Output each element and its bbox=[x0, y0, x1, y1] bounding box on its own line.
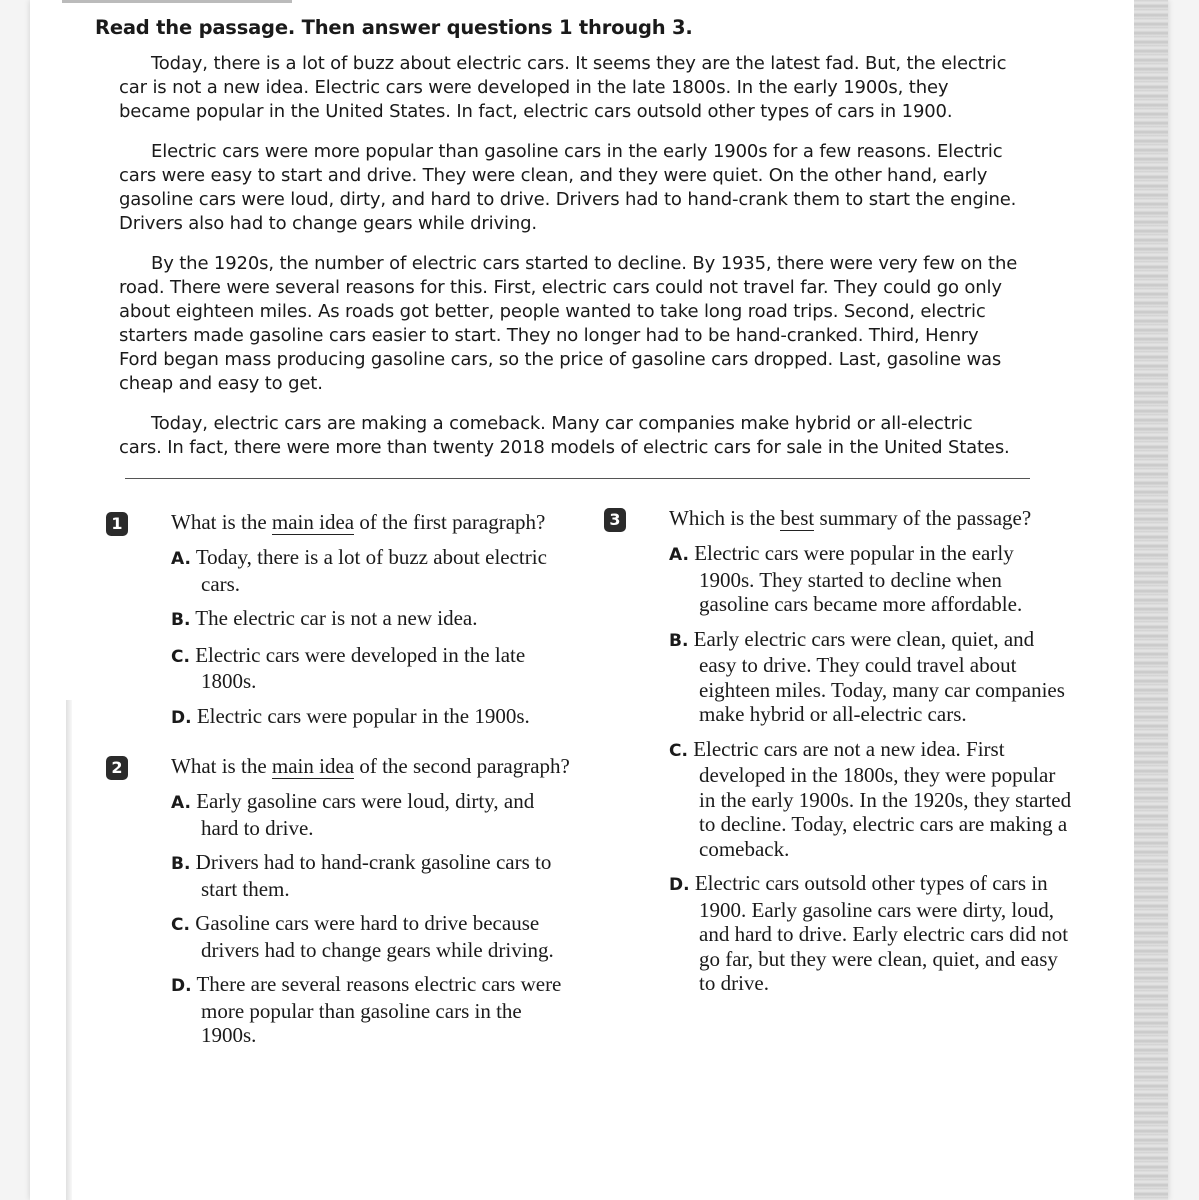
passage-paragraph-4: Today, electric cars are making a comeback. Many car companies make hybrid or all-electric cars. In fact, there were more than twenty 2018 models of electric cars for sale in the United States. bbox=[119, 413, 1010, 458]
answer-option-c[interactable]: C. Gasoline cars were hard to drive because drivers had to change gears while driving. bbox=[171, 911, 554, 962]
underlined-term: best bbox=[780, 506, 815, 530]
reading-passage bbox=[119, 52, 1019, 476]
question-stem: Which is the best summary of the passage? bbox=[669, 506, 1032, 530]
question-number-badge: 3 bbox=[604, 508, 626, 532]
answer-option-d[interactable]: D. There are several reasons electric cars were more popular than gasoline cars in the 1900s. bbox=[171, 972, 562, 1047]
question-number-badge: 2 bbox=[106, 756, 128, 780]
answer-option-d[interactable]: D. Electric cars outsold other types of cars in 1900. Early gasoline cars were dirty, loud, and hard to drive. Early electric cars did not go far, but they were clean, quiet, and easy to drive. bbox=[669, 871, 1069, 995]
questions-right-column bbox=[604, 506, 1074, 1020]
answer-option-a[interactable]: A. Electric cars were popular in the early 1900s. They started to decline when gasoline cars became more affordable. bbox=[669, 541, 1023, 616]
scan-edge-right bbox=[1134, 0, 1168, 1200]
questions-left-column bbox=[106, 510, 576, 1072]
answer-option-d[interactable]: D. Electric cars were popular in the 1900s. bbox=[171, 703, 530, 728]
underlined-term: main idea bbox=[271, 754, 355, 778]
top-rule bbox=[62, 0, 292, 3]
passage-paragraph-2: Electric cars were more popular than gasoline cars in the early 1900s for a few reasons. Electric cars were easy to start and drive. They were clean, and they were quiet. On the other hand, early gasoline cars were loud, dirty, and hard to drive. Drivers had to hand-crank them to start the engine. Drivers also had to change gears while driving. bbox=[119, 141, 1017, 234]
question-2 bbox=[106, 754, 576, 1048]
question-stem: What is the main idea of the second paragraph? bbox=[171, 754, 570, 778]
scan-shadow-left bbox=[66, 700, 72, 1200]
answer-option-c[interactable]: C. Electric cars are not a new idea. First developed in the 1800s, they were popular in the early 1900s. In the 1920s, they started to decline. Today, electric cars are making a comeback. bbox=[669, 736, 1072, 861]
question-3 bbox=[604, 506, 1074, 996]
answer-option-a[interactable]: A. Today, there is a lot of buzz about electric cars. bbox=[171, 545, 547, 596]
underlined-term: main idea bbox=[271, 510, 355, 534]
answer-option-b[interactable]: B. The electric car is not a new idea. bbox=[171, 606, 478, 630]
worksheet-page bbox=[30, 0, 1168, 1200]
passage-paragraph-1: Today, there is a lot of buzz about electric cars. It seems they are the latest fad. But, the electric car is not a new idea. Electric cars were developed in the late 1800s. In the early 1900s, they became popular in the United States. In fact, electric cars outsold other types of cars in 1900. bbox=[119, 53, 1007, 122]
instructions-heading: Read the passage. Then answer questions 1 through 3. bbox=[95, 16, 693, 39]
question-stem: What is the main idea of the first paragraph? bbox=[171, 510, 546, 534]
question-number-badge: 1 bbox=[106, 512, 128, 536]
passage-paragraph-3: By the 1920s, the number of electric cars started to decline. By 1935, there were very few on the road. There were several reasons for this. First, electric cars could not travel far. They could go only about eighteen miles. As roads got better, people wanted to take long road trips. Second, electric starters made gasoline cars easier to start. They no longer had to be hand-cranked. Third, Henry Ford began mass producing gasoline cars, so the price of gasoline cars dropped. Last, gasoline was cheap and easy to get. bbox=[119, 253, 1018, 394]
answer-option-b[interactable]: B. Drivers had to hand-crank gasoline cars to start them. bbox=[171, 850, 552, 901]
answer-option-b[interactable]: B. Early electric cars were clean, quiet, and easy to drive. They could travel about eighteen miles. Today, many car companies make hybrid or all-electric cars. bbox=[669, 626, 1065, 726]
passage-divider bbox=[125, 478, 1030, 479]
answer-option-c[interactable]: C. Electric cars were developed in the late 1800s. bbox=[171, 642, 526, 693]
question-1 bbox=[106, 510, 576, 730]
answer-option-a[interactable]: A. Early gasoline cars were loud, dirty, and hard to drive. bbox=[171, 789, 535, 840]
